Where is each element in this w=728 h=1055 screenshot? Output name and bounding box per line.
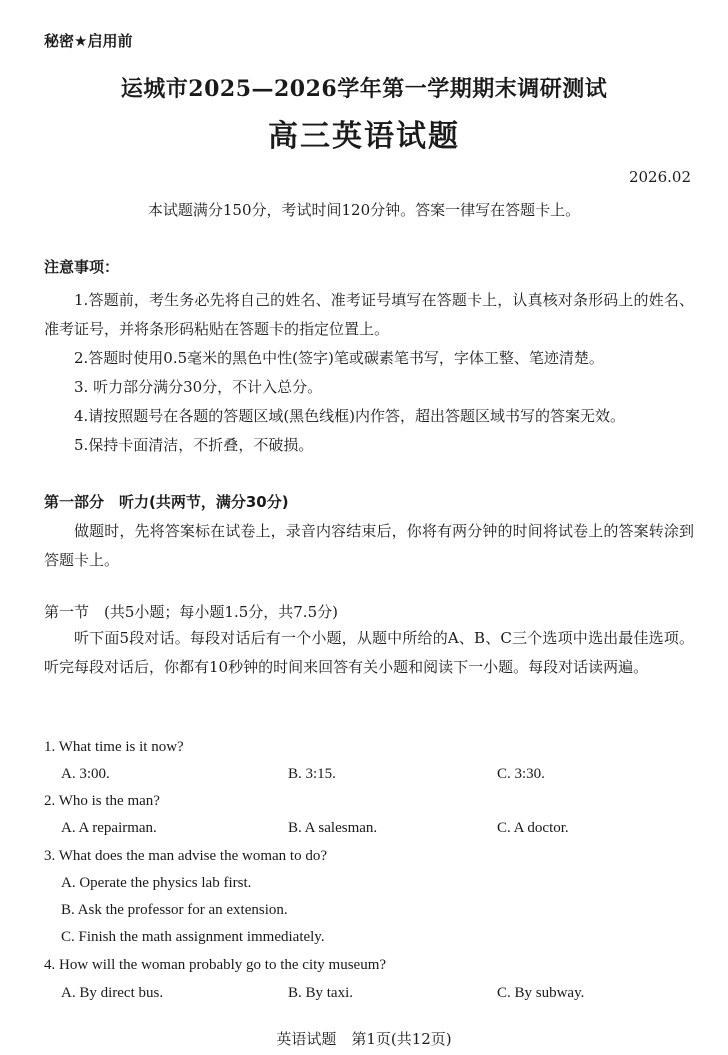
exam-info: 本试题满分150分，考试时间120分钟。答案一律写在答题卡上。	[147, 201, 581, 219]
question-1-option-b: B. 3:15.	[288, 766, 336, 782]
notice-item: 3. 听力部分满分30分，不计入总分。	[74, 378, 323, 396]
notice-title: 注意事项：	[44, 258, 120, 276]
question-4: 4. How will the woman probably go to the city museum?	[44, 957, 387, 973]
notice-item: 2.答题时使用0.5毫米的黑色中性(签字)笔或碳素笔书写，字体工整、笔迹清楚。	[74, 349, 604, 367]
question-4-option-b: B. By taxi.	[288, 985, 354, 1001]
notice-list	[44, 286, 694, 460]
question-2-option-a: A. A repairman.	[61, 820, 157, 836]
part1-title: 第一部分 听力(共两节，满分30分)	[44, 493, 289, 511]
subject-title: 高三英语试题	[268, 119, 460, 154]
question-1: 1. What time is it now?	[44, 739, 184, 755]
question-3-option-a: A. Operate the physics lab first.	[61, 875, 252, 891]
question-2: 2. Who is the man?	[44, 793, 160, 809]
exam-title: 运城市2025—2026学年第一学期期末调研测试	[120, 76, 608, 102]
section1-title: 第一节 (共5小题；每小题1.5分，共7.5分)	[44, 603, 338, 621]
exam-date: 2026.02	[628, 168, 691, 186]
question-2-option-c: C. A doctor.	[497, 820, 569, 836]
page-footer: 英语试题 第1页(共12页)	[276, 1030, 452, 1048]
question-1-option-c: C. 3:30.	[497, 766, 545, 782]
question-4-option-a: A. By direct bus.	[61, 985, 164, 1001]
question-3-option-c: C. Finish the math assignment immediately.	[61, 929, 325, 945]
section1-description: 听下面5段对话。每段对话后有一个小题，从题中所给的A、B、C三个选项中选出最佳选项。听完每段对话后，你都有10秒钟的时间来回答有关小题和阅读下一小题。每段对话读两遍。	[44, 629, 694, 676]
notice-item: 4.请按照题号在各题的答题区域(黑色线框)内作答，超出答题区域书写的答案无效。	[74, 407, 626, 425]
question-3: 3. What does the man advise the woman to do?	[44, 848, 327, 864]
question-2-option-b: B. A salesman.	[288, 820, 378, 836]
part1-description: 做题时，先将答案标在试卷上，录音内容结束后，你将有两分钟的时间将试卷上的答案转涂到答题卡上。	[44, 522, 694, 569]
question-4-option-c: C. By subway.	[497, 985, 585, 1001]
notice-item: 5.保持卡面清洁，不折叠，不破损。	[74, 436, 314, 454]
question-3-option-b: B. Ask the professor for an extension.	[61, 902, 288, 918]
notice-item: 1.答题前，考生务必先将自己的姓名、准考证号填写在答题卡上，认真核对条形码上的姓名、准考证号，并将条形码粘贴在答题卡的指定位置上。	[44, 291, 694, 338]
question-1-option-a: A. 3:00.	[61, 766, 110, 782]
confidential-label: 秘密★启用前	[44, 32, 133, 50]
